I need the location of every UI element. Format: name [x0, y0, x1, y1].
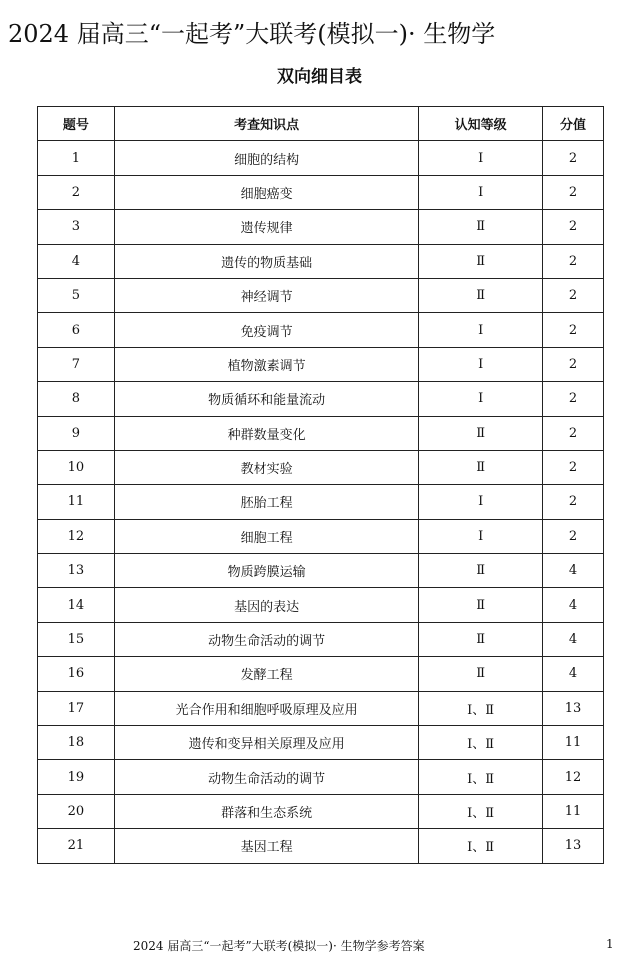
table-row [38, 450, 604, 484]
column-header-cognitive-level: 认知等级 [419, 107, 543, 141]
cell-number: 12 [38, 519, 115, 553]
cell-number: 3 [38, 210, 115, 244]
cell-cognitive-level: Ⅱ [419, 588, 543, 622]
cell-score: 2 [543, 382, 604, 416]
table-header-row [38, 107, 604, 141]
cell-topic: 神经调节 [114, 278, 418, 312]
cell-score: 2 [543, 210, 604, 244]
table-row [38, 657, 604, 691]
cell-score: 2 [543, 244, 604, 278]
table-row [38, 175, 604, 209]
cell-score: 12 [543, 760, 604, 794]
cell-cognitive-level: Ⅱ [419, 210, 543, 244]
cell-score: 4 [543, 657, 604, 691]
cell-number: 9 [38, 416, 115, 450]
table-title: 双向细目表 [277, 67, 362, 87]
cell-number: 7 [38, 347, 115, 381]
cell-score: 4 [543, 554, 604, 588]
cell-topic: 光合作用和细胞呼吸原理及应用 [114, 691, 418, 725]
cell-topic: 遗传的物质基础 [114, 244, 418, 278]
cell-cognitive-level: Ⅰ、Ⅱ [419, 691, 543, 725]
table-row [38, 829, 604, 863]
cell-score: 2 [543, 416, 604, 450]
cell-score: 2 [543, 519, 604, 553]
cell-cognitive-level: Ⅰ [419, 485, 543, 519]
cell-number: 16 [38, 657, 115, 691]
cell-cognitive-level: Ⅰ、Ⅱ [419, 726, 543, 760]
table-row [38, 416, 604, 450]
page-title: 2024 届高三“一起考”大联考(模拟一)· 生物学 [8, 20, 496, 48]
cell-score: 4 [543, 588, 604, 622]
table-row [38, 244, 604, 278]
table-row [38, 210, 604, 244]
cell-number: 8 [38, 382, 115, 416]
cell-cognitive-level: Ⅰ [419, 382, 543, 416]
cell-topic: 植物激素调节 [114, 347, 418, 381]
cell-cognitive-level: Ⅰ、Ⅱ [419, 829, 543, 863]
cell-number: 6 [38, 313, 115, 347]
column-header-score: 分值 [543, 107, 604, 141]
footer-text: 2024 届高三“一起考”大联考(模拟一)· 生物学参考答案 [133, 939, 425, 953]
cell-topic: 基因的表达 [114, 588, 418, 622]
table-row [38, 519, 604, 553]
table-row [38, 760, 604, 794]
cell-topic: 群落和生态系统 [114, 794, 418, 828]
cell-topic: 动物生命活动的调节 [114, 760, 418, 794]
cell-number: 11 [38, 485, 115, 519]
table-row [38, 622, 604, 656]
table-row [38, 554, 604, 588]
column-header-topic: 考查知识点 [114, 107, 418, 141]
cell-score: 11 [543, 794, 604, 828]
table-row [38, 726, 604, 760]
cell-topic: 物质跨膜运输 [114, 554, 418, 588]
cell-cognitive-level: Ⅱ [419, 416, 543, 450]
cell-topic: 遗传规律 [114, 210, 418, 244]
table-row [38, 347, 604, 381]
cell-number: 13 [38, 554, 115, 588]
cell-cognitive-level: Ⅱ [419, 278, 543, 312]
table-body [38, 141, 604, 863]
cell-number: 18 [38, 726, 115, 760]
cell-topic: 遗传和变异相关原理及应用 [114, 726, 418, 760]
cell-cognitive-level: Ⅰ [419, 141, 543, 175]
cell-cognitive-level: Ⅰ [419, 175, 543, 209]
cell-number: 17 [38, 691, 115, 725]
cell-number: 5 [38, 278, 115, 312]
table-row [38, 278, 604, 312]
cell-score: 11 [543, 726, 604, 760]
cell-topic: 细胞工程 [114, 519, 418, 553]
cell-score: 2 [543, 450, 604, 484]
cell-cognitive-level: Ⅰ、Ⅱ [419, 794, 543, 828]
cell-topic: 种群数量变化 [114, 416, 418, 450]
cell-topic: 基因工程 [114, 829, 418, 863]
cell-score: 2 [543, 175, 604, 209]
cell-number: 21 [38, 829, 115, 863]
cell-score: 2 [543, 278, 604, 312]
cell-number: 20 [38, 794, 115, 828]
cell-number: 19 [38, 760, 115, 794]
table-row [38, 588, 604, 622]
cell-score: 2 [543, 347, 604, 381]
cell-cognitive-level: Ⅰ [419, 313, 543, 347]
cell-topic: 胚胎工程 [114, 485, 418, 519]
table-row [38, 794, 604, 828]
cell-number: 4 [38, 244, 115, 278]
cell-number: 10 [38, 450, 115, 484]
cell-number: 15 [38, 622, 115, 656]
cell-number: 2 [38, 175, 115, 209]
cell-score: 2 [543, 313, 604, 347]
cell-topic: 动物生命活动的调节 [114, 622, 418, 656]
cell-score: 2 [543, 485, 604, 519]
specification-table [37, 106, 604, 864]
cell-score: 4 [543, 622, 604, 656]
cell-number: 14 [38, 588, 115, 622]
table-row [38, 691, 604, 725]
table-row [38, 382, 604, 416]
cell-number: 1 [38, 141, 115, 175]
cell-score: 2 [543, 141, 604, 175]
cell-cognitive-level: Ⅱ [419, 622, 543, 656]
cell-cognitive-level: Ⅰ、Ⅱ [419, 760, 543, 794]
column-header-number: 题号 [38, 107, 115, 141]
cell-topic: 教材实验 [114, 450, 418, 484]
cell-cognitive-level: Ⅰ [419, 347, 543, 381]
cell-cognitive-level: Ⅱ [419, 244, 543, 278]
cell-topic: 细胞的结构 [114, 141, 418, 175]
cell-cognitive-level: Ⅰ [419, 519, 543, 553]
page-number: 1 [606, 937, 614, 951]
cell-topic: 物质循环和能量流动 [114, 382, 418, 416]
cell-score: 13 [543, 691, 604, 725]
table-row [38, 141, 604, 175]
cell-topic: 细胞癌变 [114, 175, 418, 209]
table-row [38, 485, 604, 519]
cell-topic: 免疫调节 [114, 313, 418, 347]
table-row [38, 313, 604, 347]
cell-score: 13 [543, 829, 604, 863]
cell-cognitive-level: Ⅱ [419, 657, 543, 691]
cell-cognitive-level: Ⅱ [419, 450, 543, 484]
cell-topic: 发酵工程 [114, 657, 418, 691]
cell-cognitive-level: Ⅱ [419, 554, 543, 588]
